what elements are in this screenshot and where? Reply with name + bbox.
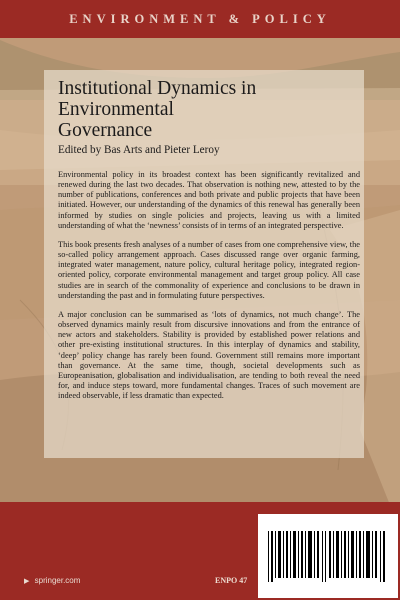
content-area [58,78,360,410]
description-paragraph-2: This book presents fresh analyses of a number of cases from one comprehensive view, the so-called policy arrangement approach. Cases discussed range over organic farming, integrated water management, nature policy, cultural heritage policy, integrated region-oriented policy, corporate environmental management and target group policy. All case studies are in search of the commonality of experience and conclusions to be drawn in understanding the past and in formulating future perspectives. [58,239,360,300]
series-title: ENVIRONMENT & POLICY [69,11,331,26]
description-paragraph-3: A major conclusion can be summarised as ‘lots of dynamics, not much change’. The observed dynamics mainly result from discursive innovations and from the entrance of new actors and stakeholders. Stability is provided by established power relations and other pre-existing institutional structures. In this interplay of dynamics and stability, ‘deep’ policy change has rarely been found. Government still remains more important than governance. At the same time, though, societal developments such as Europeanisation, globalisation and individualisation, are tending to both reveal the need for, and induce steps toward, more fundamental changes. Traces of such movement are indeed observable, if less dramatic than expected. [58,309,360,401]
description-paragraph-1: Environmental policy in its broadest context has been significantly revitalized and renewed during the last two decades. That observation is nothing new, attested to by the number of publications, conferences and both private and public projects that have been initiated. However, our understanding of the dynamics of this renewal has generally been informed by studies on single policies and projects, leaving us with a limited understanding of what the ‘newness’ consists of in terms of an integrated perspective. [58,170,360,230]
series-banner [0,0,400,38]
book-title [58,78,360,141]
publisher-label: springer.com [34,576,81,585]
publisher-link[interactable] [24,576,80,585]
barcode-bars [266,531,392,582]
book-title-line-1: Institutional Dynamics in Environmental [58,78,257,120]
editors: Edited by Bas Arts and Pieter Leroy [58,144,220,156]
book-title-line-2: Governance [58,120,153,141]
series-number: ENPO 47 [215,576,248,585]
arrow-right-icon: ▶ [24,578,30,585]
